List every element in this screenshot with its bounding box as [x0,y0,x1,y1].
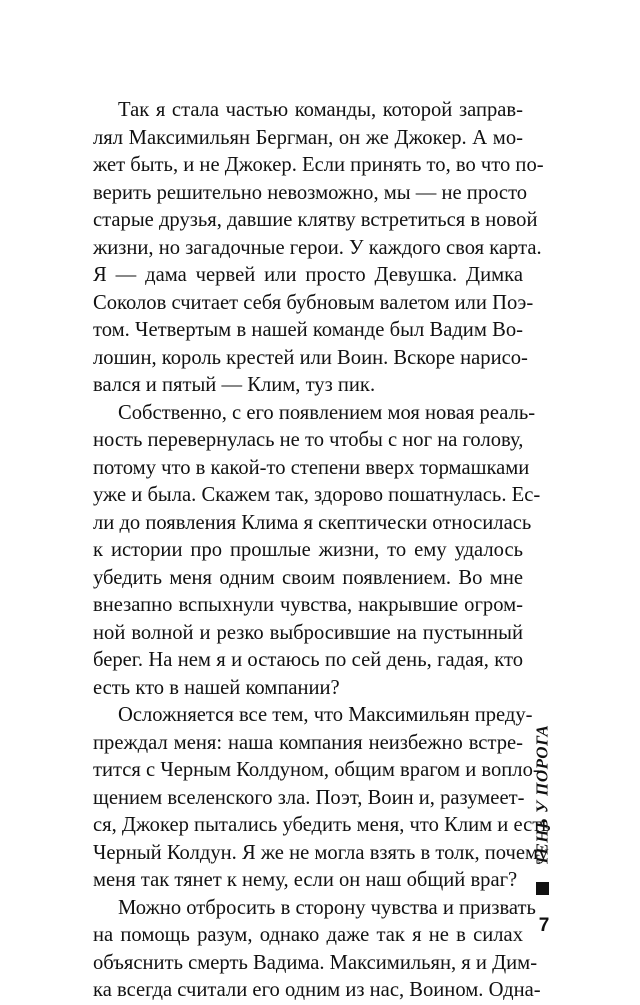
text-line: жет быть, и не Джокер. Если принять то, во что по- [93,154,544,176]
text-line: вался и пятый — Клим, туз пик. [93,374,376,396]
text-line: лошин, король крестей или Воин. Вскоре нарисо- [93,346,528,369]
running-title-text: ТЕНЬ У ПОРОГА [532,724,552,866]
text-line: ли до появления Клима я скептически относилась [93,511,532,534]
text-line: к истории про прошлые жизни, то ему удалось [93,539,523,561]
text-line: преждал меня: наша компания неизбежно встре- [93,731,523,754]
text-line: берег. На нем я и остаюсь по сей день, гадая, кто [93,649,523,671]
text-line: есть кто в нашей компании? [93,676,340,699]
paragraph-4 [93,895,541,1005]
text-line: верить решительно невозможно, мы — не просто [93,181,528,204]
page-number: 7 [538,915,550,936]
text-line: щением вселенского зла. Поэт, Воин и, разумеет- [93,786,525,809]
text-line: тится с Черным Колдуном, общим врагом и вопло- [93,759,540,781]
text-line: ся, Джокер пытались убедить меня, что Клим и есть [93,814,551,836]
text-line: жизни, но загадочные герои. У каждого своя карта. [93,236,542,259]
text-line: Собственно, с его появлением моя новая реаль- [118,401,536,424]
text-line: Я — дама червей или просто Девушка. Димка [93,264,523,286]
text-line: ной волной и резко выбросившие на пустынный [93,621,523,644]
square-marker-icon [536,882,549,895]
text-line: убедить меня одним своим появлением. Во мне [93,566,523,589]
text-line: внезапно вспыхнули чувства, накрывшие огром- [93,594,523,616]
text-line: ка всегда считали его одним из нас, Воином. Одна- [93,979,541,1001]
running-title [527,715,557,875]
text-line: Осложняется все тем, что Максимильян преду- [118,704,533,726]
text-line: на помощь разум, однако даже так я не в силах [93,924,523,946]
text-line: Соколов считает себя бубновым валетом или Поэ- [93,291,534,314]
text-line: том. Четвертым в нашей команде был Вадим Во- [93,319,523,341]
text-line: Можно отбросить в сторону чувства и призвать [118,896,536,919]
text-line: меня так тянет к нему, если он наш общий враг? [93,869,518,891]
text-line: Так я стала частью команды, которой заправ- [118,99,523,121]
text-line: лял Максимильян Бергман, он же Джокер. А мо- [93,126,523,149]
text-line: старые друзья, давшие клятву встретиться в новой [93,209,538,231]
text-line: уже и была. Скажем так, здорово пошатнулась. Ес- [93,484,541,506]
text-line: объяснить смерть Вадима. Максимильян, я и Дим- [93,951,538,974]
text-line: Черный Колдун. Я же не могла взять в толк, почему [93,841,549,864]
text-line: ность перевернулась не то чтобы с ног на голову, [93,429,524,451]
paragraph-1 [93,97,544,400]
text-line: потому что в какой-то степени вверх тормашками [93,456,530,479]
paragraph-2 [93,400,541,703]
